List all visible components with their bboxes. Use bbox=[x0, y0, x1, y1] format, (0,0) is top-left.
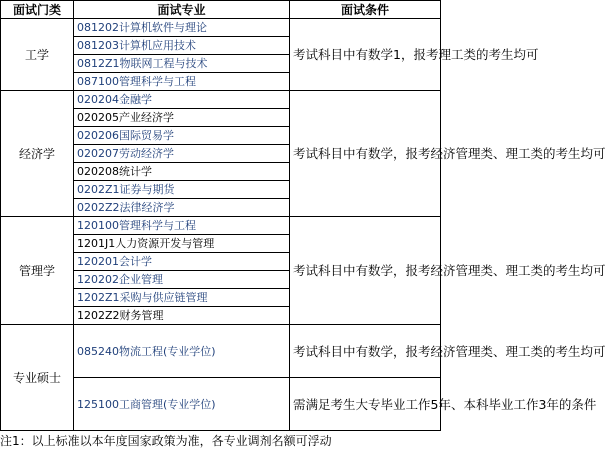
major-cell: 0812Z1物联网工程与技术 bbox=[74, 55, 290, 73]
category-engineering: 工学 bbox=[1, 19, 74, 91]
condition-mba: 需满足考生大专毕业工作5年、本科毕业工作3年的条件 bbox=[290, 378, 441, 431]
major-cell: 120100管理科学与工程 bbox=[74, 217, 290, 235]
major-cell: 020205产业经济学 bbox=[74, 109, 290, 127]
major-cell: 020207劳动经济学 bbox=[74, 145, 290, 163]
major-cell: 120202企业管理 bbox=[74, 271, 290, 289]
table-row bbox=[1, 91, 441, 109]
category-management: 管理学 bbox=[1, 217, 74, 325]
major-cell: 087100管理科学与工程 bbox=[74, 73, 290, 91]
major-cell: 085240物流工程(专业学位) bbox=[74, 325, 290, 378]
major-cell: 1201J1人力资源开发与管理 bbox=[74, 235, 290, 253]
condition-economics: 考试科目中有数学，报考经济管理类、理工类的考生均可 bbox=[290, 91, 441, 217]
major-cell: 1202Z1采购与供应链管理 bbox=[74, 289, 290, 307]
condition-management: 考试科目中有数学，报考经济管理类、理工类的考生均可 bbox=[290, 217, 441, 325]
header-category: 面试门类 bbox=[1, 1, 74, 19]
category-economics: 经济学 bbox=[1, 91, 74, 217]
major-cell: 081203计算机应用技术 bbox=[74, 37, 290, 55]
condition-engineering: 考试科目中有数学1，报考理工类的考生均可 bbox=[290, 19, 441, 91]
category-professional-master: 专业硕士 bbox=[1, 325, 74, 431]
footnote: 注1：以上标准以本年度国家政策为准，各专业调剂名额可浮动 bbox=[0, 434, 332, 448]
table-header-row bbox=[1, 1, 441, 19]
major-cell: 020208统计学 bbox=[74, 163, 290, 181]
table-row bbox=[1, 217, 441, 235]
table-row bbox=[1, 325, 441, 378]
header-condition: 面试条件 bbox=[290, 1, 441, 19]
major-cell: 125100工商管理(专业学位) bbox=[74, 378, 290, 431]
condition-logistics: 考试科目中有数学，报考经济管理类、理工类的考生均可 bbox=[290, 325, 441, 378]
major-cell: 020206国际贸易学 bbox=[74, 127, 290, 145]
major-cell: 1202Z2财务管理 bbox=[74, 307, 290, 325]
major-cell: 0202Z1证券与期货 bbox=[74, 181, 290, 199]
major-cell: 0202Z2法律经济学 bbox=[74, 199, 290, 217]
major-cell: 020204金融学 bbox=[74, 91, 290, 109]
header-major: 面试专业 bbox=[74, 1, 290, 19]
major-cell: 081202计算机软件与理论 bbox=[74, 19, 290, 37]
table-row bbox=[1, 19, 441, 37]
major-cell: 120201会计学 bbox=[74, 253, 290, 271]
